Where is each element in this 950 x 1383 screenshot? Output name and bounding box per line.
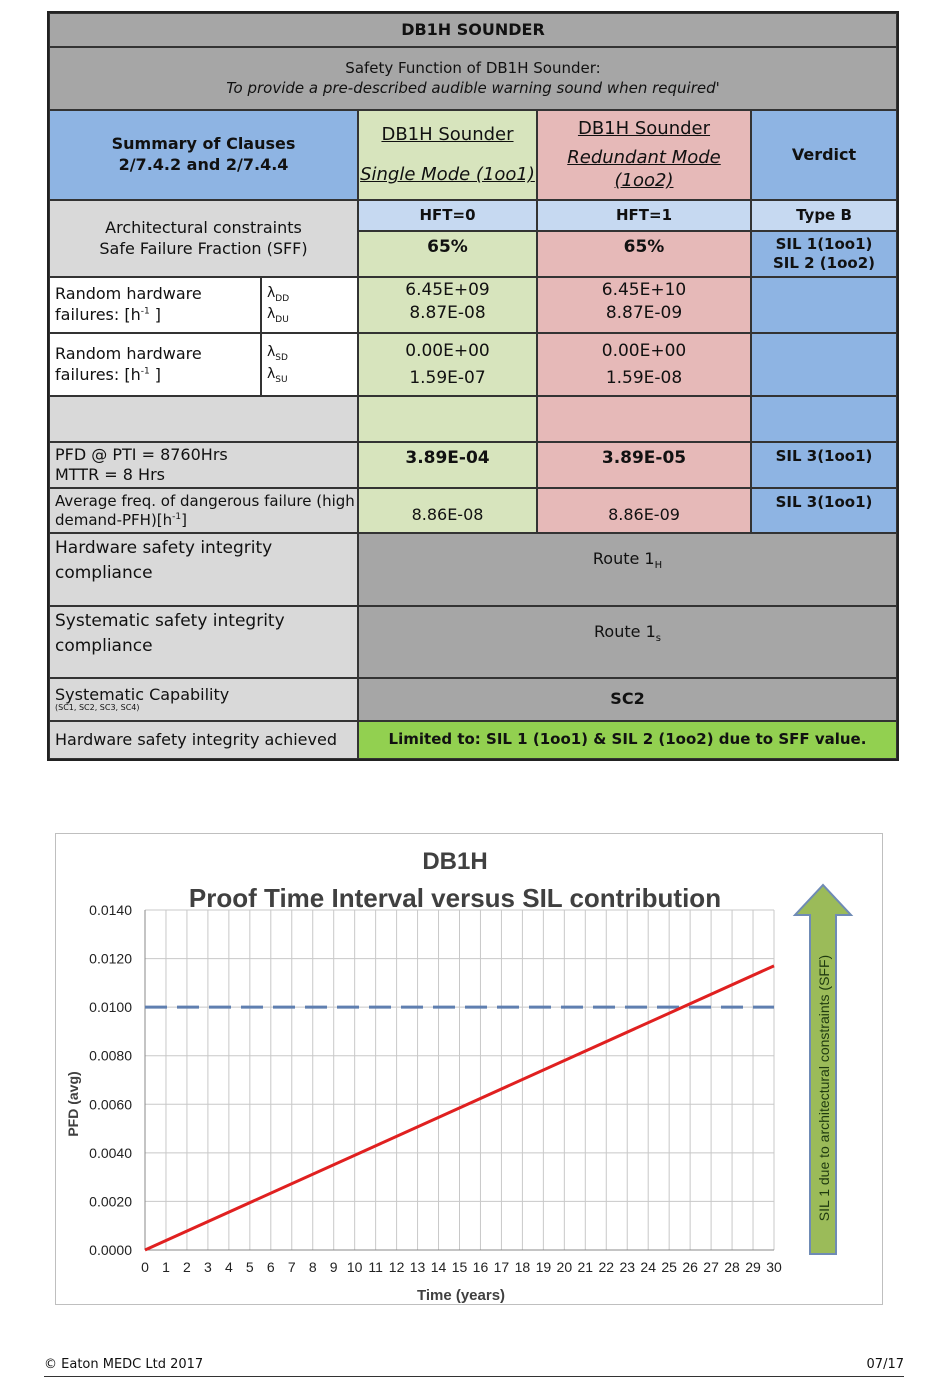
spacer-verdict — [751, 396, 897, 442]
hw-route-sub: H — [654, 560, 663, 572]
x-tick-label: 21 — [577, 1259, 594, 1275]
y-tick-label: 0.0100 — [89, 999, 132, 1016]
random2-sup: -1 — [140, 366, 150, 377]
x-tick-label: 18 — [514, 1259, 531, 1275]
pfh-single — [358, 488, 537, 533]
x-tick-label: 22 — [598, 1259, 615, 1275]
sys-integrity-route — [594, 622, 661, 645]
x-tick-label: 7 — [287, 1259, 296, 1275]
x-tick-label: 4 — [224, 1259, 233, 1275]
random1-single — [358, 277, 537, 333]
random1-redundant — [537, 277, 751, 333]
safety-function-cell — [49, 47, 897, 110]
lambda-du — [267, 305, 289, 326]
summary-line1: Summary of Clauses — [111, 134, 296, 154]
random2-close: ] — [149, 364, 162, 384]
x-tick-label: 11 — [368, 1259, 383, 1275]
chart-subtitle: Proof Time Interval versus SIL contribution — [188, 883, 722, 913]
pfh-redundant-text: 8.86E-09 — [608, 505, 680, 525]
hw-integrity-line2: compliance — [55, 562, 153, 583]
redundant-mode-header — [537, 110, 751, 200]
sys-integrity-line2: compliance — [55, 635, 153, 656]
sff-arrow — [795, 885, 851, 1254]
random2-verdict — [751, 333, 897, 396]
y-axis-label: PFD (avg) — [65, 1071, 81, 1137]
random2-single — [358, 333, 537, 396]
pfd-single-text: 3.89E-04 — [405, 448, 490, 468]
x-tick-label: 26 — [682, 1259, 698, 1275]
sff-redundant-text: 65% — [623, 237, 665, 257]
x-tick-label: 12 — [388, 1259, 405, 1275]
chart-svg — [56, 834, 884, 1306]
summary-line2: 2/7.4.2 and 2/7.4.4 — [118, 155, 289, 174]
x-tick-label: 16 — [472, 1259, 489, 1275]
pfh-verdict-text: SIL 3(1oo1) — [775, 493, 873, 511]
random1-redundant-2: 8.87E-09 — [605, 302, 683, 323]
pfd-chart — [55, 833, 883, 1305]
lambda-dd-sym: λ — [267, 284, 276, 301]
random1-line2-text: failures: [h — [55, 305, 141, 324]
pfh-label-line1: Average freq. of dangerous failure (high — [55, 491, 355, 510]
lambda-su-sym: λ — [267, 365, 276, 382]
grid-layer — [145, 910, 774, 1250]
spacer-single — [358, 396, 537, 442]
random1-label — [49, 277, 261, 333]
pfh-verdict — [751, 488, 897, 533]
x-axis-label: Time (years) — [416, 1287, 506, 1304]
y-tick-layer — [89, 902, 132, 1258]
lambda-su — [267, 365, 288, 386]
chart-title: DB1H — [422, 848, 488, 875]
arch-verdict — [751, 231, 897, 277]
arch-label-line2: Safe Failure Fraction (SFF) — [99, 238, 308, 258]
pfd-label-line2: MTTR = 8 Hrs — [55, 465, 165, 484]
x-tick-label: 5 — [245, 1259, 254, 1275]
type-b-cell — [751, 200, 897, 231]
footer-divider — [44, 1376, 904, 1377]
summary-table — [47, 11, 899, 761]
lambda-dd — [267, 284, 289, 305]
safety-function-desc: To provide a pre-described audible warning sound when required' — [226, 78, 720, 97]
random2-single-1: 0.00E+00 — [405, 341, 490, 361]
x-tick-label: 24 — [640, 1259, 656, 1275]
x-tick-label: 2 — [183, 1259, 191, 1275]
lambda-sd-sub: SD — [275, 352, 288, 363]
lambda-du-sub: DU — [275, 314, 289, 325]
lambda-sd-sym: λ — [267, 344, 276, 361]
pfh-label-line2 — [55, 511, 187, 530]
sys-integrity-line1: Systematic safety integrity — [55, 611, 285, 631]
y-tick-label: 0.0120 — [89, 950, 132, 967]
lambda-sd — [267, 343, 288, 364]
summary-clauses-header — [49, 110, 358, 200]
x-tick-label: 29 — [745, 1259, 761, 1275]
footer-date: 07/17 — [866, 1357, 904, 1372]
x-tick-label: 9 — [329, 1259, 338, 1275]
safety-function-label: Safety Function of DB1H Sounder: — [345, 59, 601, 77]
sff-redundant — [537, 231, 751, 277]
hw-integrity-value — [358, 533, 897, 606]
y-tick-label: 0.0080 — [89, 1047, 132, 1064]
random2-line2-text: failures: [h — [55, 364, 141, 384]
sys-route-sub: s — [655, 633, 661, 645]
hw-integrity-line1: Hardware safety integrity — [55, 538, 273, 558]
random2-redundant-2: 1.59E-08 — [605, 368, 683, 389]
random1-verdict — [751, 277, 897, 333]
random1-sup: -1 — [140, 306, 150, 317]
random1-single-1: 6.45E+09 — [405, 280, 490, 300]
footer-copyright: © Eaton MEDC Ltd 2017 — [44, 1357, 204, 1372]
x-tick-label: 0 — [141, 1259, 149, 1275]
achieved-value — [358, 721, 897, 759]
x-tick-label: 3 — [204, 1259, 212, 1275]
arch-verdict-line2: SIL 2 (1oo2) — [772, 254, 876, 272]
achieved-value-text: Limited to: SIL 1 (1oo1) & SIL 2 (1oo2) due to SFF value. — [388, 730, 867, 749]
pfd-redundant — [537, 442, 751, 488]
sys-integrity-label — [49, 606, 358, 678]
x-tick-label: 14 — [430, 1259, 447, 1275]
random2-single-2: 1.59E-07 — [409, 368, 486, 389]
x-tick-label: 1 — [162, 1259, 170, 1275]
pfh-label — [49, 488, 358, 533]
pfh-single-text: 8.86E-08 — [411, 505, 484, 525]
pfh-redundant — [537, 488, 751, 533]
sys-capability-label — [49, 678, 358, 721]
arch-label-line1: Architectural constraints — [105, 217, 302, 237]
hft-redundant — [537, 200, 751, 231]
pfd-single — [358, 442, 537, 488]
x-tick-label: 30 — [766, 1259, 782, 1275]
sff-single — [358, 231, 537, 277]
random1-line2 — [55, 305, 161, 326]
pfd-label — [49, 442, 358, 488]
verdict-header — [751, 110, 897, 200]
x-tick-label: 8 — [308, 1259, 317, 1275]
x-tick-label: 27 — [703, 1259, 719, 1275]
single-mode-header — [358, 110, 537, 200]
x-tick-label: 20 — [556, 1259, 573, 1275]
hft-single-text: HFT=0 — [419, 205, 476, 224]
arrow-annotation: SIL 1 due to architectural constraints (SFF) — [816, 954, 832, 1222]
sys-integrity-value — [358, 606, 897, 678]
redundant-title: DB1H Sounder — [577, 118, 711, 140]
lambda-du-sym: λ — [267, 306, 276, 322]
spacer-label — [49, 396, 358, 442]
arch-verdict-line1: SIL 1(1oo1) — [775, 235, 873, 254]
sys-route-text: Route 1 — [594, 622, 656, 641]
sff-single-text: 65% — [427, 237, 468, 257]
table-title — [49, 13, 897, 47]
spacer-redundant — [537, 396, 751, 442]
redundant-mode: Redundant Mode (1oo2) — [567, 146, 721, 192]
y-tick-label: 0.0000 — [89, 1242, 132, 1258]
random1-single-2: 8.87E-08 — [409, 302, 486, 323]
pfd-verdict-text: SIL 3(1oo1) — [775, 447, 873, 465]
verdict-text: Verdict — [791, 144, 857, 164]
pfd-redundant-text: 3.89E-05 — [601, 448, 687, 468]
y-tick-label: 0.0140 — [89, 902, 132, 918]
lambda-dd-sub: DD — [275, 293, 290, 304]
x-tick-label: 10 — [346, 1259, 363, 1275]
lambda-su-sub: SU — [275, 374, 288, 385]
x-tick-label: 25 — [661, 1259, 677, 1275]
x-tick-label: 6 — [266, 1259, 275, 1275]
achieved-label — [49, 721, 358, 759]
random2-redundant-1: 0.00E+00 — [601, 341, 687, 361]
table-title-text: DB1H SOUNDER — [401, 19, 545, 39]
hft-redundant-text: HFT=1 — [615, 205, 673, 224]
random2-symbols — [261, 333, 358, 396]
pfh-label-line2-text: demand-PFH)[h — [55, 510, 173, 529]
x-tick-layer — [141, 1259, 782, 1275]
random1-close: ] — [149, 305, 162, 324]
x-tick-label: 19 — [535, 1259, 552, 1275]
arch-constraints-label — [49, 200, 358, 277]
achieved-label-text: Hardware safety integrity achieved — [55, 729, 337, 749]
type-text: Type B — [796, 205, 852, 224]
hft-single — [358, 200, 537, 231]
hw-integrity-route — [593, 549, 662, 572]
y-tick-label: 0.0060 — [89, 1096, 132, 1113]
x-tick-label: 23 — [619, 1259, 636, 1275]
pfh-close: ] — [181, 510, 188, 529]
pfd-verdict — [751, 442, 897, 488]
random2-redundant — [537, 333, 751, 396]
x-tick-label: 28 — [724, 1259, 740, 1275]
y-tick-label: 0.0040 — [89, 1144, 132, 1161]
random1-redundant-1: 6.45E+10 — [601, 280, 687, 300]
sys-capability-value-text: SC2 — [610, 689, 645, 709]
y-tick-label: 0.0020 — [89, 1193, 132, 1210]
hw-integrity-label — [49, 533, 358, 606]
random2-line1: Random hardware — [55, 343, 202, 363]
random2-line2 — [55, 365, 161, 386]
pfd-label-line1: PFD @ PTI = 8760Hrs — [55, 445, 228, 464]
x-tick-label: 15 — [451, 1259, 468, 1275]
sys-capability-small: (SC1, SC2, SC3, SC4) — [55, 702, 140, 712]
sys-capability-text: Systematic Capability — [55, 685, 230, 705]
single-title: DB1H Sounder — [381, 124, 514, 146]
hw-route-text: Route 1 — [592, 549, 655, 568]
x-tick-label: 17 — [493, 1259, 510, 1275]
random2-label — [49, 333, 261, 396]
x-tick-label: 13 — [409, 1259, 426, 1275]
random1-line1: Random hardware — [55, 284, 202, 304]
pfh-sup: -1 — [172, 511, 182, 522]
sys-capability-value — [358, 678, 897, 721]
single-mode: Single Mode (1oo1) — [360, 164, 535, 186]
random1-symbols — [261, 277, 358, 333]
